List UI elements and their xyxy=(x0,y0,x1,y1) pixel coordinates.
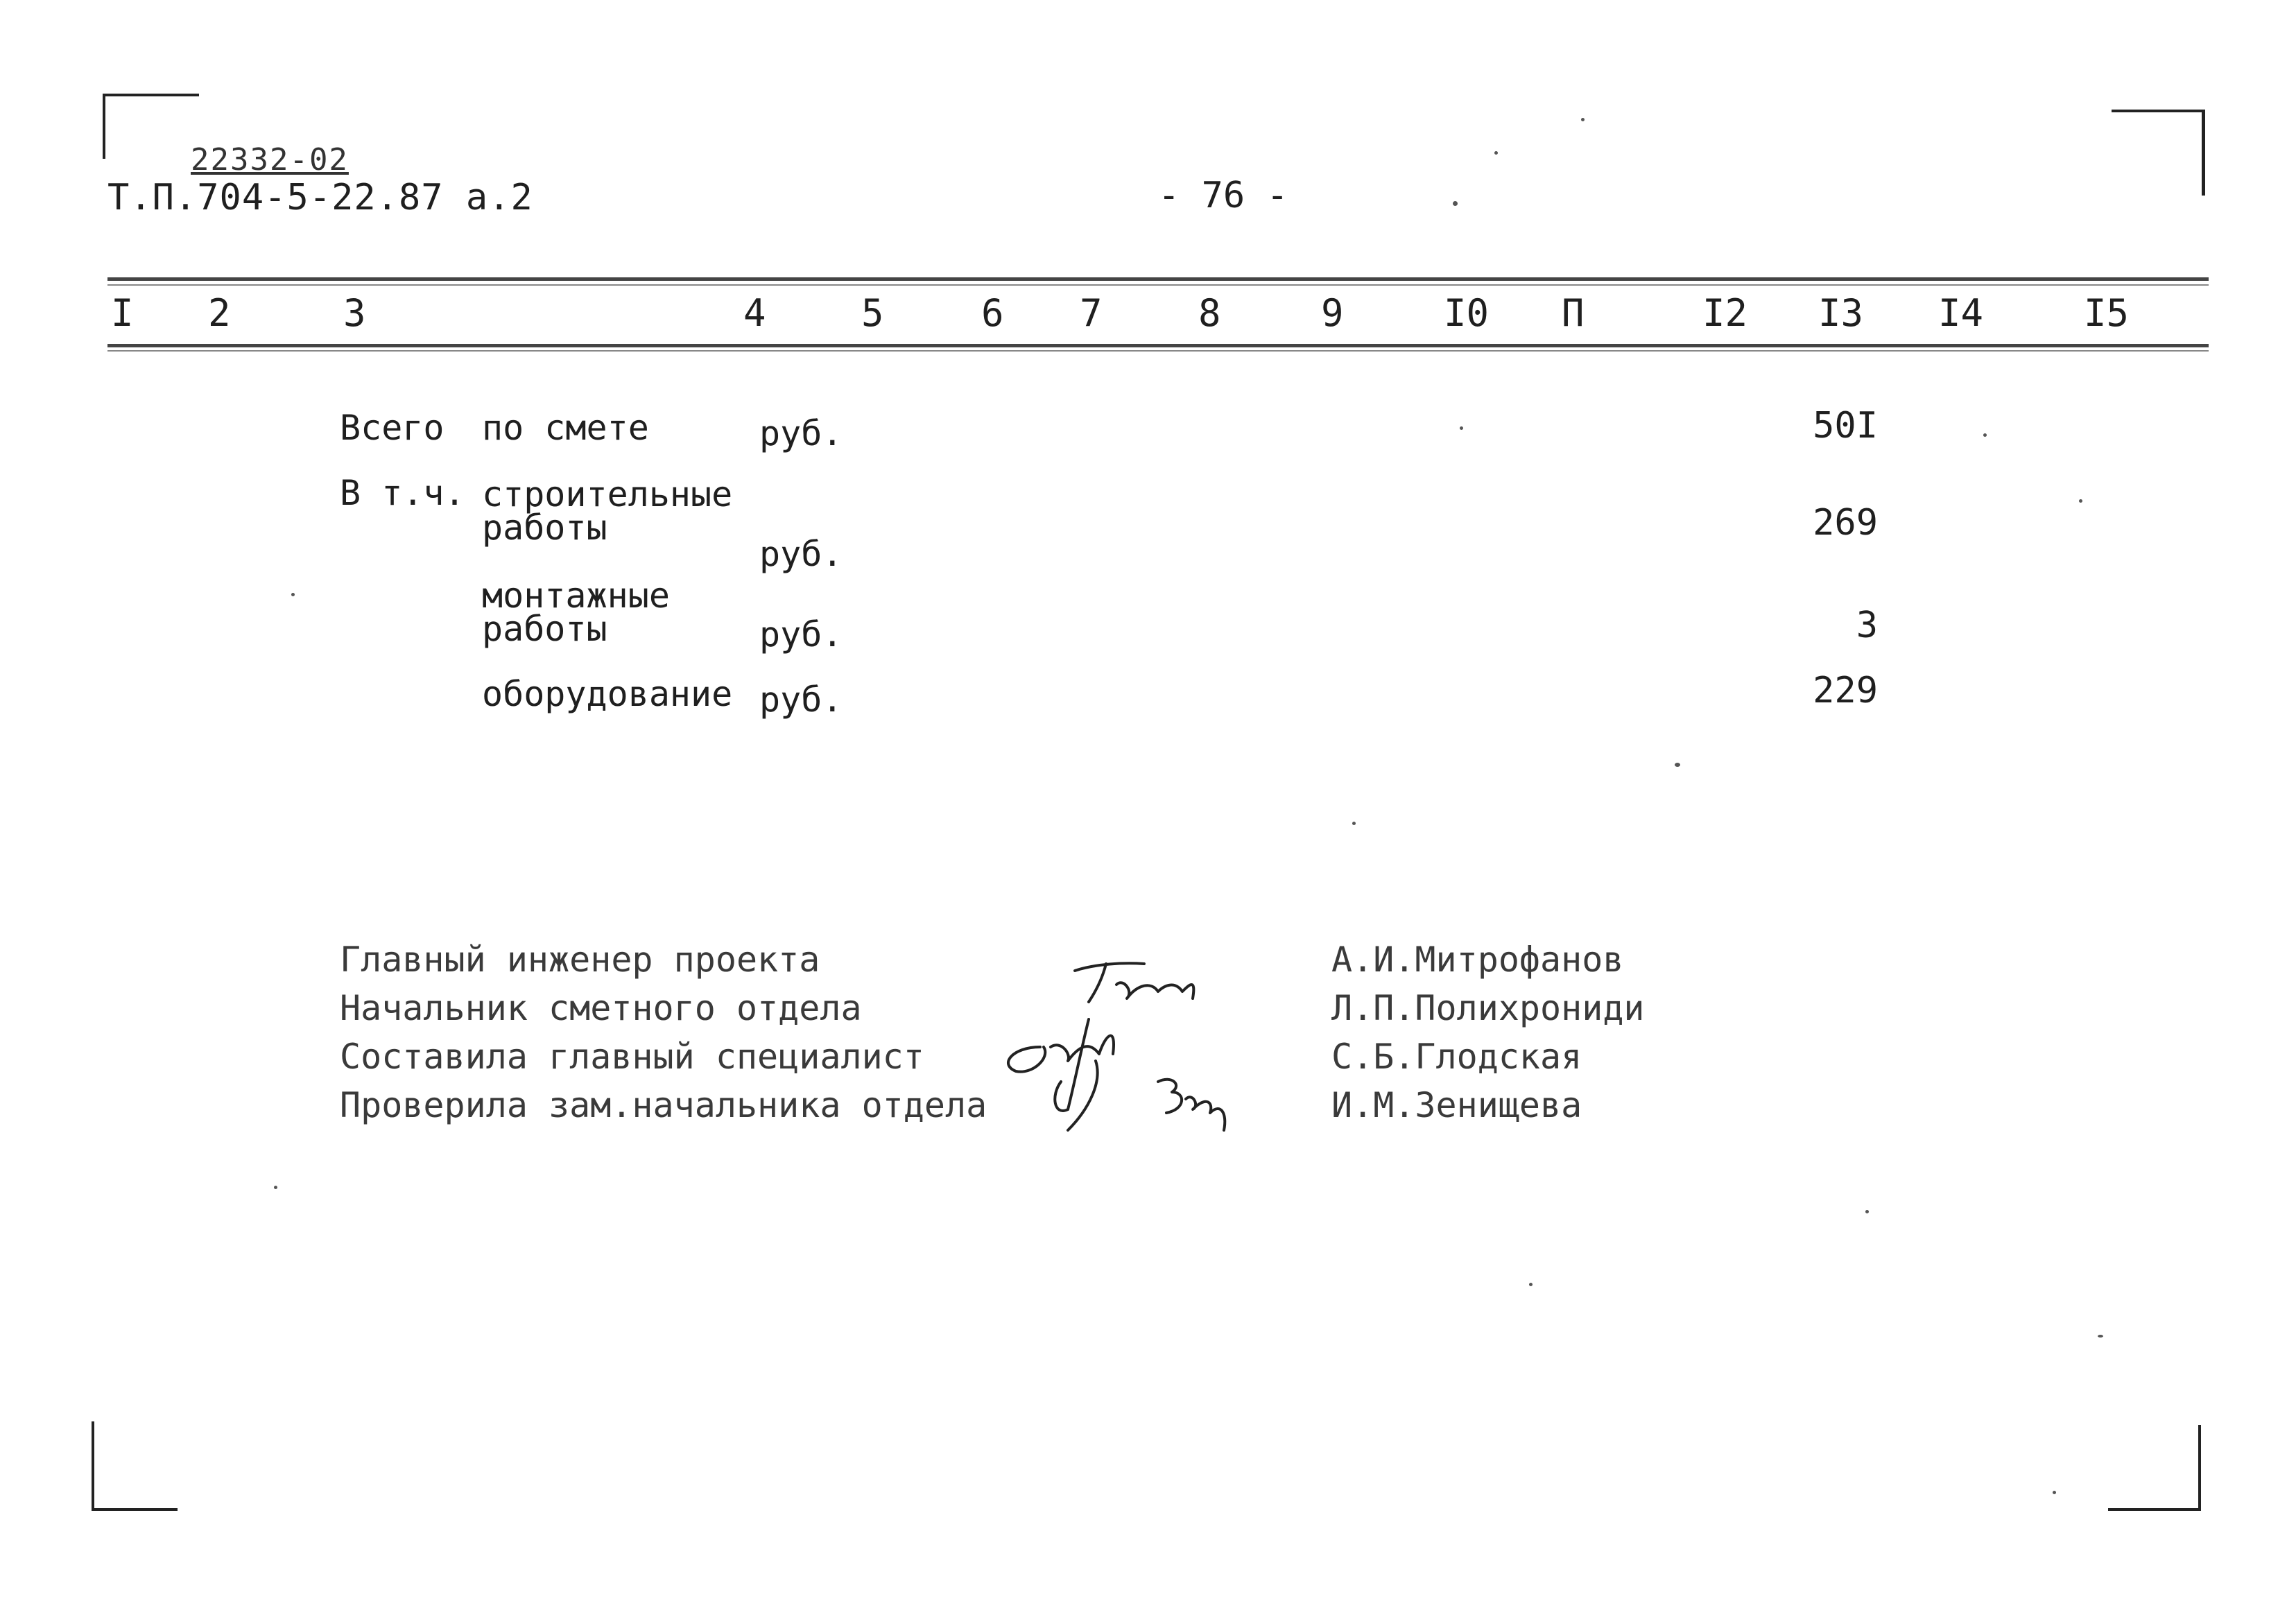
installation-unit: руб. xyxy=(759,614,843,655)
page-number: - 76 - xyxy=(1158,175,1288,216)
column-number: 3 xyxy=(343,291,366,335)
header-rule-top xyxy=(107,277,2209,281)
equipment-value: 229 xyxy=(1813,670,1878,711)
column-number: 5 xyxy=(861,291,884,335)
scan-speck xyxy=(274,1186,277,1189)
total-label: Всего xyxy=(340,408,444,448)
signatory-position: Проверила зам.начальника отдела xyxy=(340,1085,987,1125)
header-rule-bottom-thin xyxy=(107,350,2209,352)
archive-number: 22332-02 xyxy=(191,142,349,178)
header-rule-bottom xyxy=(107,344,2209,347)
column-number: 4 xyxy=(743,291,766,335)
scan-speck xyxy=(1529,1283,1533,1286)
scan-speck xyxy=(1581,118,1585,121)
construction-value: 269 xyxy=(1813,502,1878,544)
equipment-unit: руб. xyxy=(759,680,843,720)
corner-mark-top-right xyxy=(2112,110,2205,196)
column-number: 6 xyxy=(981,291,1004,335)
installation-label-line1: монтажные xyxy=(482,576,670,616)
construction-label-line1: строительные xyxy=(482,474,733,514)
signatory-name: С.Б.Глодская xyxy=(1331,1037,1582,1077)
signatory-position: Начальник сметного отдела xyxy=(340,988,862,1028)
corner-mark-bottom-left xyxy=(92,1421,178,1511)
column-number: П xyxy=(1562,291,1585,335)
construction-label-line2: работы xyxy=(482,508,607,548)
scan-speck xyxy=(1494,151,1498,155)
scan-speck xyxy=(2079,499,2082,503)
scan-speck xyxy=(1865,1210,1869,1213)
scan-speck xyxy=(1352,822,1356,825)
column-number: I3 xyxy=(1818,291,1864,335)
document-code: Т.П.704-5-22.87 а.2 xyxy=(107,177,533,218)
signatory-position: Главный инженер проекта xyxy=(340,940,820,980)
scan-speck xyxy=(2098,1335,2103,1338)
column-number: I2 xyxy=(1702,291,1748,335)
installation-label-line2: работы xyxy=(482,609,607,649)
column-number: I4 xyxy=(1938,291,1984,335)
total-unit: руб. xyxy=(759,413,843,453)
total-value: 50I xyxy=(1813,405,1878,447)
corner-mark-bottom-right xyxy=(2108,1425,2201,1511)
column-number: 8 xyxy=(1198,291,1221,335)
total-label-by-estimate: по смете xyxy=(482,408,649,448)
header-rule-top-thin xyxy=(107,284,2209,286)
scan-speck xyxy=(1460,426,1463,430)
corner-mark-top-left xyxy=(103,94,199,159)
including-label: В т.ч. xyxy=(340,473,465,513)
scan-speck xyxy=(1675,763,1680,767)
scan-speck xyxy=(1453,201,1458,206)
signatory-position: Составила главный специалист xyxy=(340,1037,924,1077)
signatory-name: И.М.Зенищева xyxy=(1331,1085,1582,1125)
scan-speck xyxy=(1983,433,1987,437)
column-number: I5 xyxy=(2084,291,2130,335)
construction-unit: руб. xyxy=(759,534,843,574)
handwritten-signatures xyxy=(985,943,1262,1165)
scan-speck xyxy=(2053,1491,2056,1494)
scan-speck xyxy=(291,593,295,596)
column-number: I xyxy=(111,291,134,335)
column-number: 9 xyxy=(1321,291,1344,335)
equipment-label: оборудование xyxy=(482,674,733,714)
signatory-name: А.И.Митрофанов xyxy=(1331,940,1624,980)
installation-value: 3 xyxy=(1856,605,1878,646)
column-number: I0 xyxy=(1444,291,1490,335)
column-number: 7 xyxy=(1080,291,1103,335)
signatory-name: Л.П.Полихрониди xyxy=(1331,988,1645,1028)
column-number: 2 xyxy=(208,291,231,335)
